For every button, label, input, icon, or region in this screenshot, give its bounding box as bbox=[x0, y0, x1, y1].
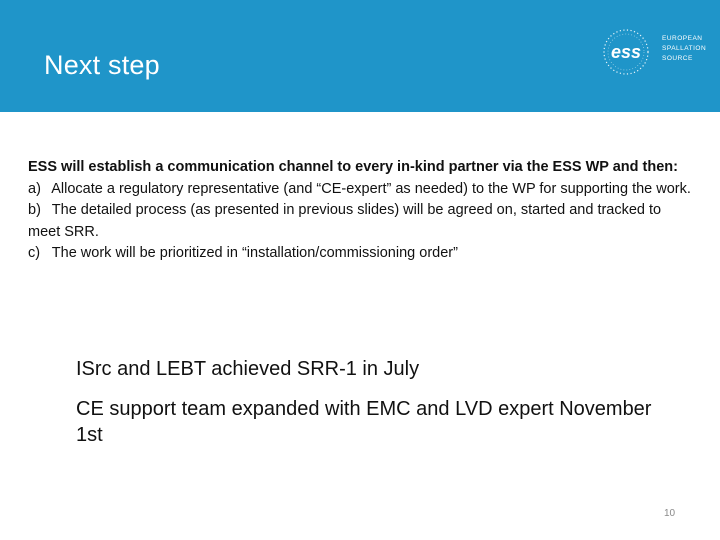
list-item-a bbox=[28, 179, 692, 201]
logo-mark: ess bbox=[610, 42, 642, 62]
notes-block bbox=[76, 356, 676, 448]
logo-line-1: EUROPEAN bbox=[662, 35, 703, 42]
list-item-text: The work will be prioritized in “installation/commissioning order” bbox=[51, 245, 458, 261]
main-text-block bbox=[28, 157, 692, 265]
logo-line-3: SOURCE bbox=[662, 55, 693, 62]
slide-title: Next step bbox=[44, 50, 160, 80]
list-item-text: The detailed process (as presented in previous slides) will be agreed on, started and tracked to meet SRR. bbox=[28, 202, 662, 240]
list-item-b bbox=[28, 200, 692, 243]
list-marker: c) bbox=[28, 245, 41, 261]
intro-paragraph: ESS will establish a communication channel to every in-kind partner via the ESS WP and then: bbox=[28, 159, 678, 175]
logo-line-2: SPALLATION bbox=[662, 45, 707, 52]
list-item-c bbox=[28, 243, 692, 265]
list-item-text: Allocate a regulatory representative (and “CE-expert” as needed) to the WP for supporting the work. bbox=[51, 180, 691, 197]
logo-wordmark bbox=[662, 34, 706, 64]
list-marker: b) bbox=[28, 202, 41, 218]
note-srr: ISrc and LEBT achieved SRR-1 in July bbox=[76, 358, 420, 380]
note-ce-team: CE support team expanded with EMC and LVD expert November 1st bbox=[76, 398, 652, 446]
page-number: 10 bbox=[664, 508, 676, 519]
header-banner bbox=[0, 0, 720, 112]
list-marker: a) bbox=[28, 180, 41, 197]
